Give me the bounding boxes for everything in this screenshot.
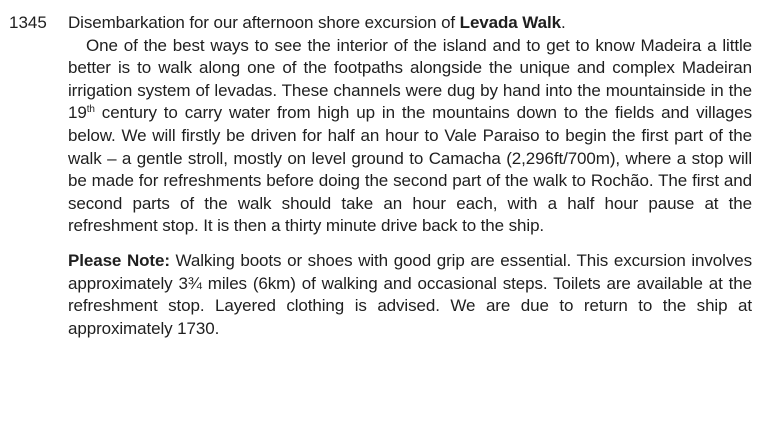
heading-prefix: Disembarkation for our afternoon shore excursion of [68,13,460,32]
century-superscript: th [86,104,95,116]
please-note-text: Walking boots or shoes with good grip are essential. This excursion involves approximately 3¾ miles (6km) of walking and occasional steps. Toilets are available at the refreshment stop. Layered clothing is advised. We are due to return to the ship at approximately 1730. [68,250,752,338]
excursion-name: Levada Walk [459,13,561,32]
please-note-label: Please Note: [68,250,170,270]
excursion-content [68,12,752,340]
excursion-description [68,35,752,238]
description-part-1: One of the best ways to see the interior of the island and to get to know Madeira a little better is to walk along one of the footpaths alongside the unique and complex Madeiran irrigation system of levadas. These channels were dug by hand into the mountainside in the 19 [68,35,752,123]
excursion-heading [68,12,752,35]
description-part-2: century to carry water from high up in the mountains down to the fields and villages below. We will firstly be driven for half an hour to Vale Paraiso to begin the first part of the walk – a gentle stroll, mostly on level ground to Camacha (2,296ft/700m), where a stop will be made for refreshments before doing the second part of the walk to Rochão. The first and second parts of the walk should take an hour each, with a half hour pause at the refreshment stop. It is then a thirty minute drive back to the ship. [68,103,752,236]
please-note-paragraph [68,250,752,340]
excursion-time: 1345 [9,13,47,32]
heading-suffix: . [560,13,566,32]
